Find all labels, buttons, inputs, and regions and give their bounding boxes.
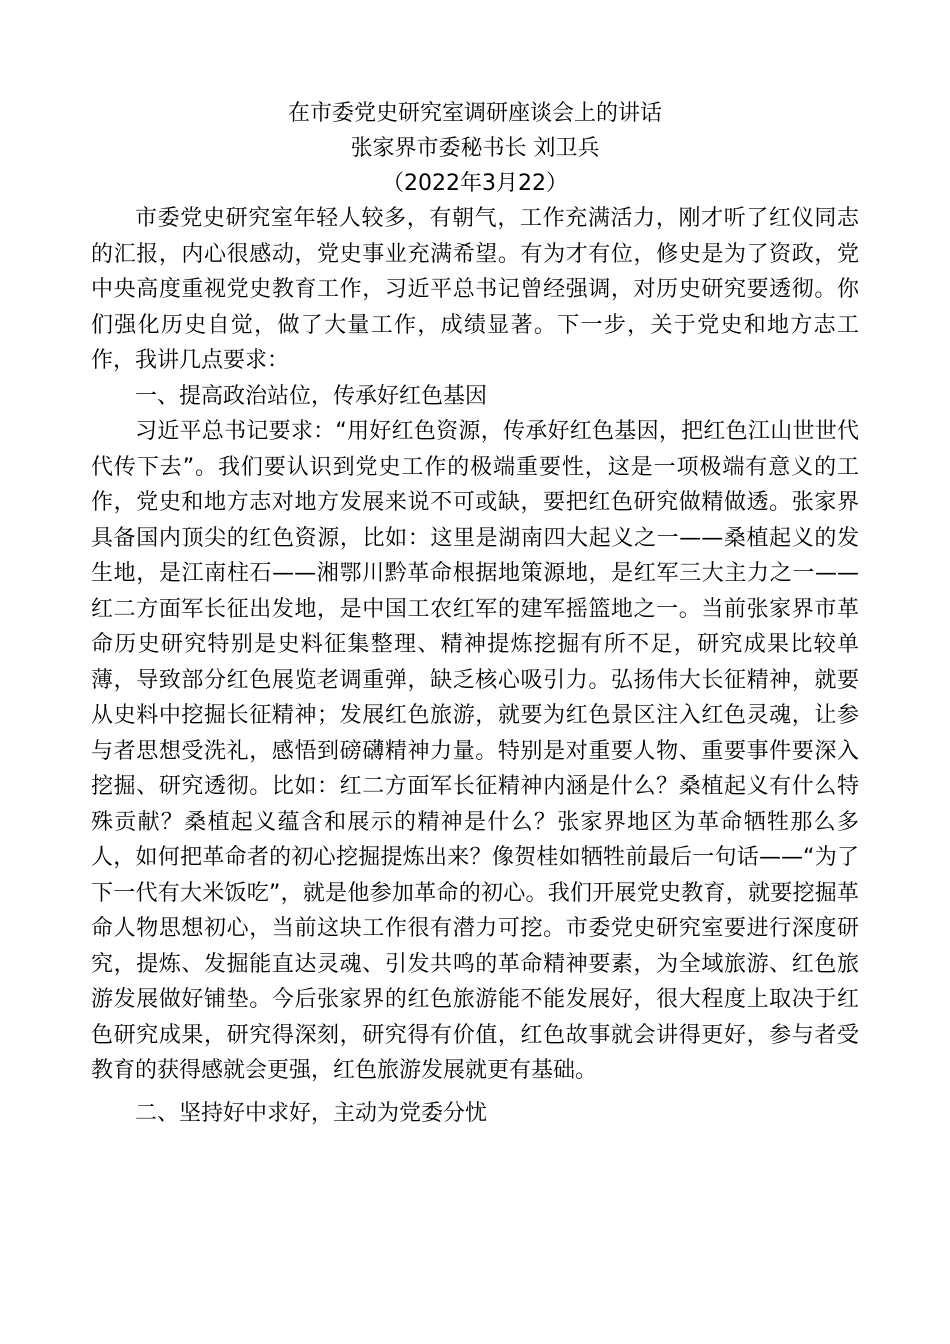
intro-paragraph: 市委党史研究室年轻人较多，有朝气，工作充满活力，刚才听了红仪同志的汇报，内心很感动，党史事业充满希望。有为才有位，修史是为了资政，党中央高度重视党史教育工作，习近平总书记曾经强调，对历史研究要透彻。你们强化历史自觉，做了大量工作，成绩显著。下一步，关于党史和地方志工作，我讲几点要求： xyxy=(91,206,859,373)
document-title: 在市委党史研究室调研座谈会上的讲话 xyxy=(287,101,662,126)
document-author: 张家界市委秘书长 刘卫兵 xyxy=(350,136,600,161)
document-date: （2022年3月22） xyxy=(382,171,568,196)
document-page xyxy=(91,96,859,1131)
section-2-heading: 二、坚持好中求好，主动为党委分忧 xyxy=(135,1100,488,1126)
section-1-paragraph: 习近平总书记要求：“用好红色资源，传承好红色基因，把红色江山世世代代传下去”。我们要认识到党史工作的极端重要性，这是一项极端有意义的工作，党史和地方志对地方发展来说不可或缺，要把红色研究做精做透。张家界具备国内顶尖的红色资源，比如：这里是湖南四大起义之一——桑植起义的发生地，是江南柱石——湘鄂川黔革命根据地策源地，是红军三大主力之一——红二方面军长征出发地，是中国工农红军的建军摇篮地之一。当前张家界市革命历史研究特别是史料征集整理、精神提炼挖掘有所不足，研究成果比较单薄，导致部分红色展览老调重弹，缺乏核心吸引力。弘扬伟大长征精神，就要从史料中挖掘长征精神；发展红色旅游，就要为红色景区注入红色灵魂，让参与者思想受洗礼，感悟到磅礴精神力量。特别是对重要人物、重要事件要深入挖掘、研究透彻。比如：红二方面军长征精神内涵是什么？桑植起义有什么特殊贡献？桑植起义蕴含和展示的精神是什么？张家界地区为革命牺牲那么多人，如何把革命者的初心挖掘提炼出来？像贺桂如牺牲前最后一句话——“为了下一代有大米饭吃”，就是他参加革命的初心。我们开展党史教育，就要挖掘革命人物思想初心，当前这块工作很有潜力可挖。市委党史研究室要进行深度研究，提炼、发掘能直达灵魂、引发共鸣的革命精神要素，为全域旅游、红色旅游发展做好铺垫。今后张家界的红色旅游能不能发展好，很大程度上取决于红色研究成果，研究得深刻，研究得有价值，红色故事就会讲得更好，参与者受教育的获得感就会更强，红色旅游发展就更有基础。 xyxy=(91,419,859,1083)
section-1-heading: 一、提高政治站位，传承好红色基因 xyxy=(135,383,488,409)
